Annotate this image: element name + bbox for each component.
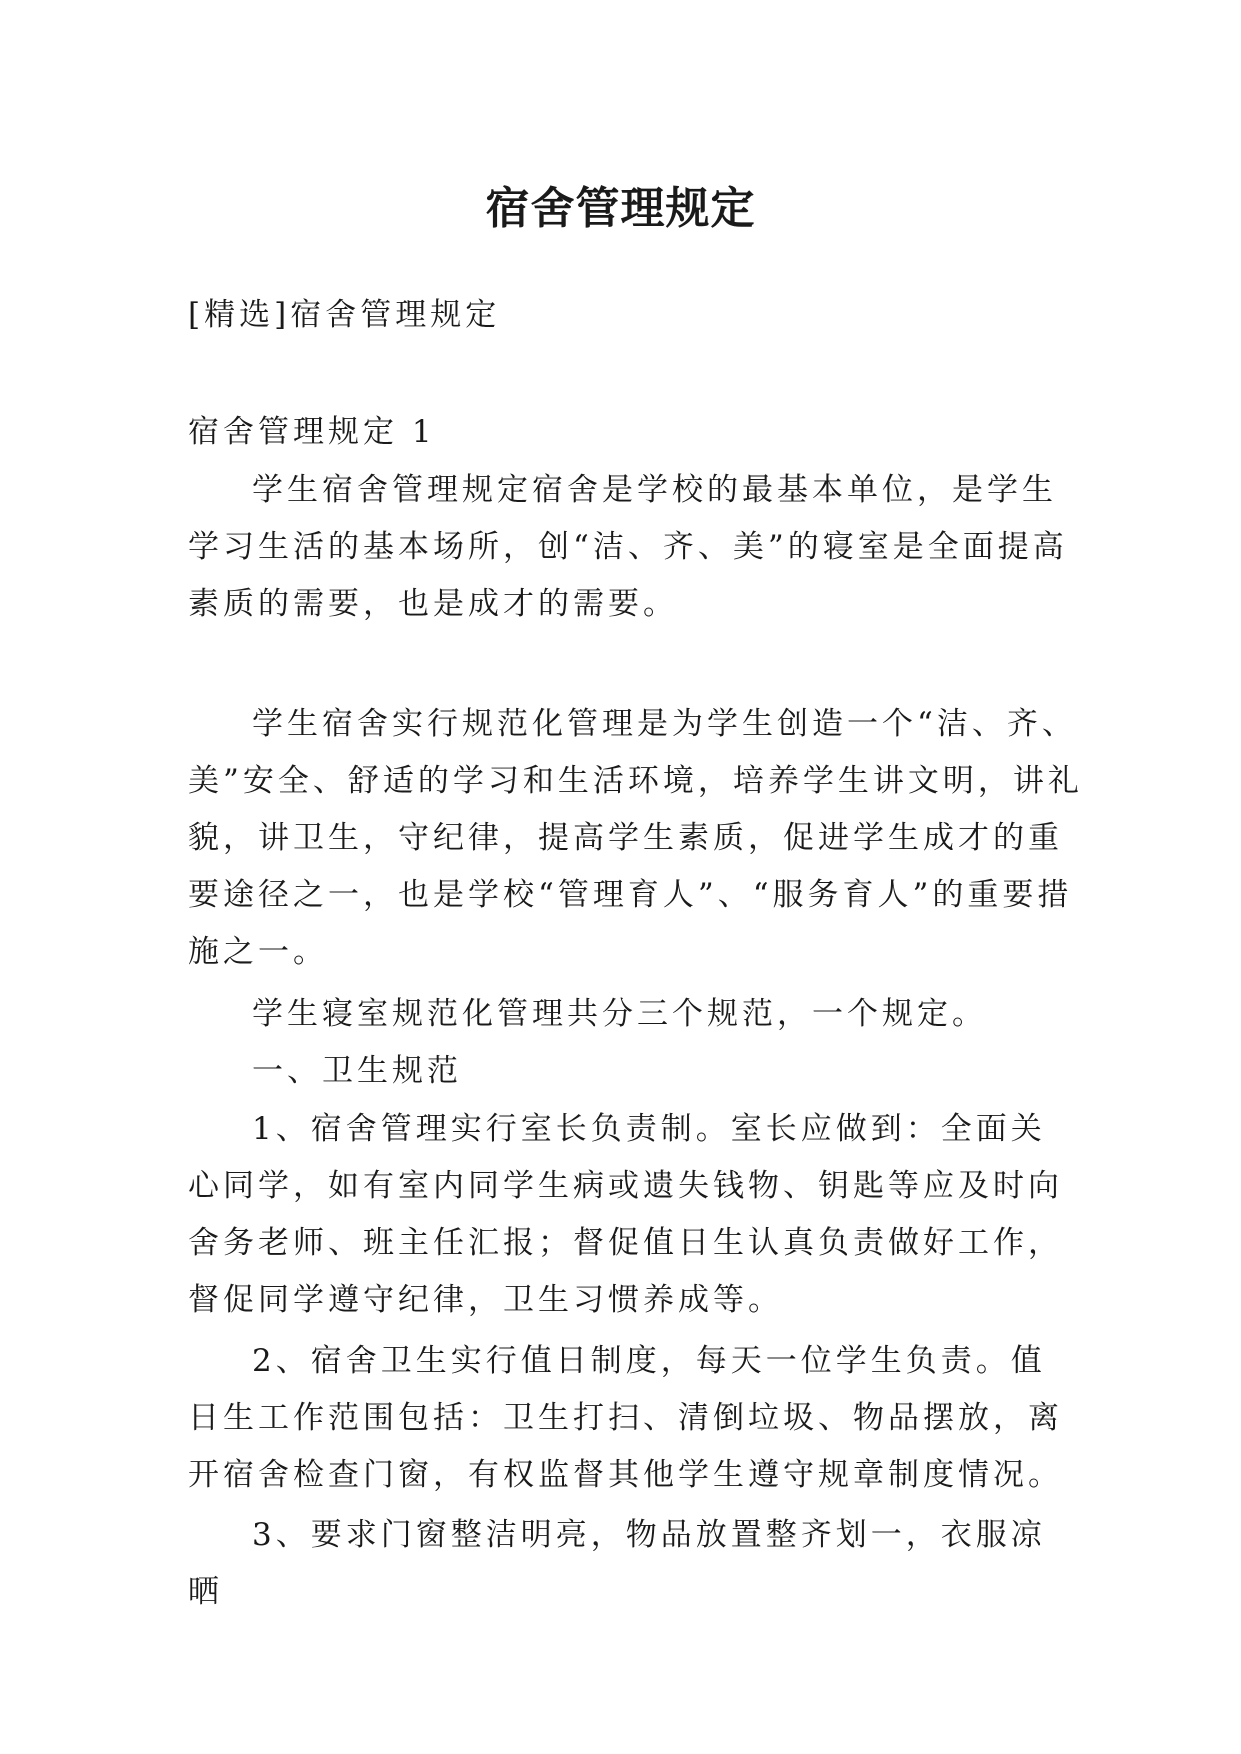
paragraph-hygiene-heading: 一、卫生规范 — [252, 1053, 462, 1089]
paragraph-norms-overview: 学生寝室规范化管理共分三个规范，一个规定。 — [252, 996, 987, 1032]
paragraph-rule-3: 3、要求门窗整洁明亮，物品放置整齐划一，衣服凉晒 — [188, 1517, 1046, 1610]
section-heading: 宿舍管理规定 1 — [188, 414, 436, 450]
paragraph-rule-2: 2、宿舍卫生实行值日制度，每天一位学生负责。值日生工作范围包括：卫生打扫、清倒垃圾、物品摆放，离开宿舍检查门窗，有权监督其他学生遵守规章制度情况。 — [188, 1343, 1063, 1493]
paragraph-intro: 学生宿舍管理规定宿舍是学校的最基本单位，是学生学习生活的基本场所，创“洁、齐、美”的寝室是全面提高素质的需要，也是成才的需要。 — [188, 472, 1068, 622]
document-subtitle: [精选]宿舍管理规定 — [188, 297, 501, 333]
paragraph-management-purpose: 学生宿舍实行规范化管理是为学生创造一个“洁、齐、美”安全、舒适的学习和生活环境，培养学生讲文明，讲礼貌，讲卫生，守纪律，提高学生素质，促进学生成才的重要途径之一，也是学校“管理育人”、“服务育人”的重要措施之一。 — [188, 706, 1083, 970]
document-title: 宿舍管理规定 — [485, 183, 756, 235]
paragraph-rule-1: 1、宿舍管理实行室长负责制。室长应做到：全面关心同学，如有室内同学生病或遗失钱物、钥匙等应及时向舍务老师、班主任汇报；督促值日生认真负责做好工作，督促同学遵守纪律，卫生习惯养成等。 — [188, 1111, 1063, 1318]
